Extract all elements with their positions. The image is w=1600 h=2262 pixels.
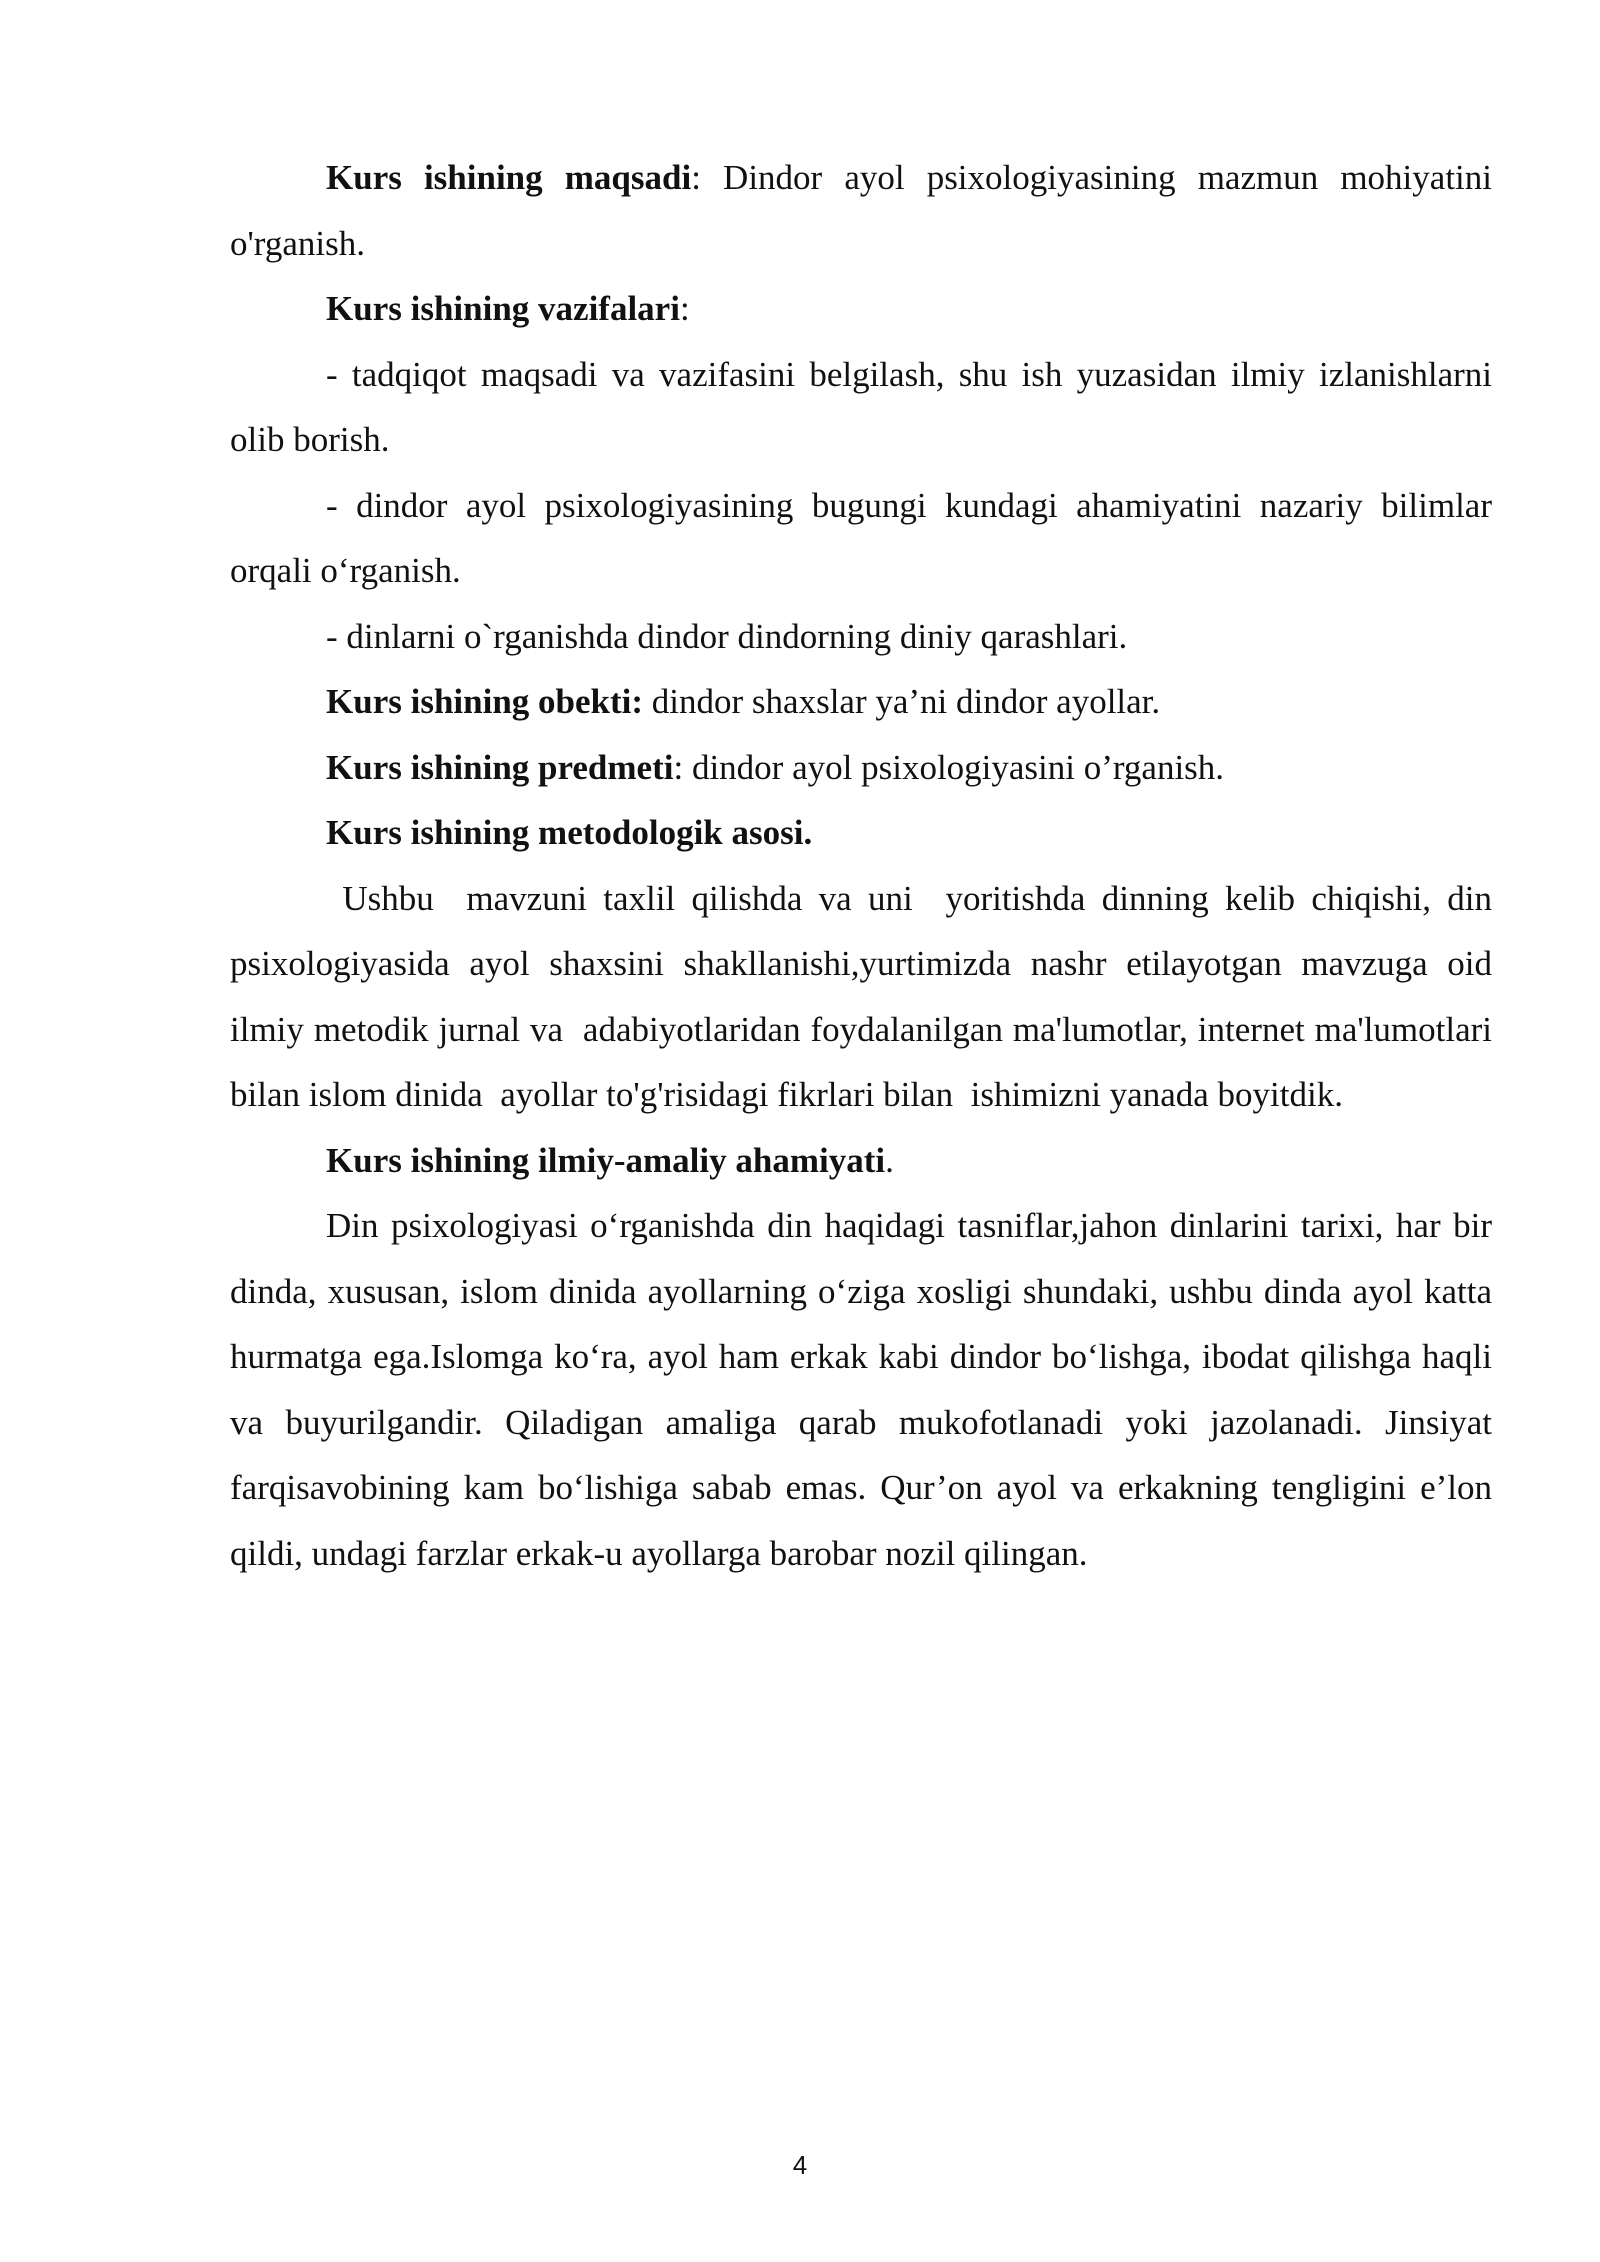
task-item-text: - dindor ayol psixologiyasining bugungi kundagi ahamiyatini nazariy bilimlar orqali o‘rganish. [230,485,1492,590]
significance-text: Din psixologiyasi o‘rganishda din haqidagi tasniflar,jahon dinlarini tarixi, har bir dinda, xususan, islom dinida ayollarning o‘ziga xosligi shundaki, ushbu dinda ayol katta hurmatga ega.Islomga ko‘ra, ayol ham erkak kabi dindor bo‘lishga, ibodat qilishga haqli va buyurilgandir. Qiladigan amaliga qarab mukofotlanadi yoki jazolanadi. Jinsiyat farqisavobining kam bo‘lishiga sabab emas. Qur’on ayol va erkakning tengligini e’lon qildi, undagi farzlar erkak-u ayollarga barobar nozil qilingan. [230,1206,1492,1573]
tasks-heading-colon: : [679,289,690,328]
goal-paragraph [230,145,1492,276]
task-item [230,604,1492,670]
methodology-paragraph [230,866,1501,1128]
object-heading: Kurs ishining obekti: [326,682,644,721]
document-body [230,145,1501,1586]
subject-text: : dindor ayol psixologiyasini o’rganish. [673,747,1225,787]
goal-heading: Kurs ishining maqsadi [326,158,692,197]
subject-paragraph [230,735,1492,801]
methodology-heading: Kurs ishining metodologik asosi. [326,813,813,852]
significance-paragraph [230,1193,1492,1586]
significance-heading-period: . [885,1140,894,1180]
object-paragraph [230,669,1492,735]
task-item [230,342,1492,473]
task-item-text: - tadqiqot maqsadi va vazifasini belgilash, shu ish yuzasidan ilmiy izlanishlarni olib borish. [230,354,1492,459]
task-item [230,473,1492,604]
significance-heading: Kurs ishining ilmiy-amaliy ahamiyati [326,1140,886,1180]
tasks-heading: Kurs ishining vazifalari [326,289,680,328]
methodology-heading-paragraph [230,800,1492,866]
tasks-heading-paragraph [230,276,1492,342]
task-item-text: - dinlarni o`rganishda dindor dindorning diniy qarashlari. [326,616,1128,656]
object-text: dindor shaxslar ya’ni dindor ayollar. [643,682,1161,721]
subject-heading: Kurs ishining predmeti [326,747,674,787]
significance-heading-paragraph [230,1128,1492,1194]
methodology-text: Ushbu mavzuni taxlil qilishda va uni yoritishda dinning kelib chiqishi, din psixologiyasida ayol shaxsini shakllanishi,yurtimizda nashr etilayotgan mavzuga oid ilmiy metodik jurnal va adabiyotlaridan foydalanilgan ma'lumotlar, internet ma'lumotlari bilan islom dinida ayollar to'g'risidagi fikrlari bilan ishimizni yanada boyitdik. [230,878,1501,1114]
goal-text: : Dindor ayol psixologiyasining mazmun mohiyatini o'rganish. [230,158,1492,263]
page-number: 4 [792,2150,808,2180]
